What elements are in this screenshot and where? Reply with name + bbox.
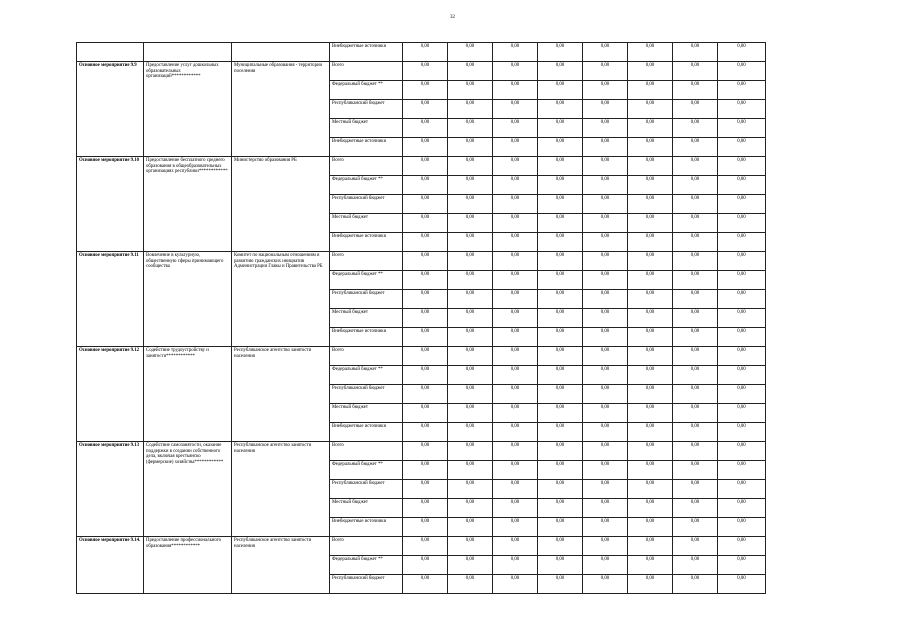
amount-cell: 0,00 <box>538 157 583 176</box>
amount-cell: 0,00 <box>718 157 766 176</box>
amount-cell: 0,00 <box>493 347 538 366</box>
measure-description-cell: Предоставление услуг дошкольных образовательных организаций************ <box>144 62 232 157</box>
funding-source-cell: Республиканский бюджет <box>330 290 403 309</box>
table-row <box>77 442 766 461</box>
amount-cell: 0,00 <box>448 195 493 214</box>
amount-cell: 0,00 <box>673 62 718 81</box>
responsible-cell: Министерство образования РБ <box>232 157 330 252</box>
amount-cell: 0,00 <box>718 309 766 328</box>
amount-cell: 0,00 <box>448 43 493 62</box>
amount-cell: 0,00 <box>718 62 766 81</box>
responsible-cell: Республиканское агентство занятости населения <box>232 347 330 442</box>
amount-cell: 0,00 <box>628 214 673 233</box>
amount-cell: 0,00 <box>448 442 493 461</box>
amount-cell: 0,00 <box>718 575 766 594</box>
amount-cell: 0,00 <box>403 176 448 195</box>
amount-cell: 0,00 <box>448 518 493 537</box>
amount-cell: 0,00 <box>718 252 766 271</box>
amount-cell: 0,00 <box>628 119 673 138</box>
funding-source-cell: Внебюджетные источники <box>330 138 403 157</box>
amount-cell: 0,00 <box>538 176 583 195</box>
amount-cell: 0,00 <box>718 499 766 518</box>
funding-source-cell: Внебюджетные источники <box>330 328 403 347</box>
funding-source-cell: Местный бюджет <box>330 309 403 328</box>
amount-cell: 0,00 <box>718 81 766 100</box>
amount-cell: 0,00 <box>673 480 718 499</box>
amount-cell: 0,00 <box>628 461 673 480</box>
amount-cell: 0,00 <box>448 328 493 347</box>
amount-cell: 0,00 <box>673 385 718 404</box>
amount-cell: 0,00 <box>583 366 628 385</box>
amount-cell: 0,00 <box>538 537 583 556</box>
amount-cell: 0,00 <box>448 176 493 195</box>
amount-cell: 0,00 <box>493 423 538 442</box>
amount-cell: 0,00 <box>673 328 718 347</box>
funding-source-cell: Всего <box>330 252 403 271</box>
funding-source-cell: Федеральный бюджет ** <box>330 176 403 195</box>
table-row <box>77 252 766 271</box>
amount-cell: 0,00 <box>448 423 493 442</box>
funding-source-cell: Внебюджетные источники <box>330 43 403 62</box>
amount-cell: 0,00 <box>403 499 448 518</box>
amount-cell: 0,00 <box>403 556 448 575</box>
measure-description-cell: Вовлечение в культурную, общественную сферы принимающего сообщества <box>144 252 232 347</box>
amount-cell: 0,00 <box>538 290 583 309</box>
amount-cell: 0,00 <box>628 347 673 366</box>
funding-source-cell: Внебюджетные источники <box>330 518 403 537</box>
responsible-cell <box>232 43 330 62</box>
amount-cell: 0,00 <box>628 499 673 518</box>
measure-name-cell: Основное мероприятие 9.11 <box>77 252 144 347</box>
amount-cell: 0,00 <box>493 100 538 119</box>
amount-cell: 0,00 <box>673 271 718 290</box>
amount-cell: 0,00 <box>448 119 493 138</box>
amount-cell: 0,00 <box>538 195 583 214</box>
table-row <box>77 157 766 176</box>
amount-cell: 0,00 <box>718 556 766 575</box>
amount-cell: 0,00 <box>628 423 673 442</box>
amount-cell: 0,00 <box>403 347 448 366</box>
amount-cell: 0,00 <box>583 423 628 442</box>
funding-source-cell: Местный бюджет <box>330 214 403 233</box>
amount-cell: 0,00 <box>538 43 583 62</box>
amount-cell: 0,00 <box>538 328 583 347</box>
funding-source-cell: Местный бюджет <box>330 119 403 138</box>
amount-cell: 0,00 <box>538 347 583 366</box>
responsible-cell: Комитет по национальным отношениям и развитию гражданских инициатив Администрации Главы и Правительства РБ <box>232 252 330 347</box>
amount-cell: 0,00 <box>493 271 538 290</box>
amount-cell: 0,00 <box>493 518 538 537</box>
amount-cell: 0,00 <box>403 119 448 138</box>
amount-cell: 0,00 <box>628 404 673 423</box>
amount-cell: 0,00 <box>583 480 628 499</box>
funding-source-cell: Республиканский бюджет <box>330 100 403 119</box>
amount-cell: 0,00 <box>718 233 766 252</box>
amount-cell: 0,00 <box>448 157 493 176</box>
amount-cell: 0,00 <box>718 366 766 385</box>
amount-cell: 0,00 <box>628 81 673 100</box>
amount-cell: 0,00 <box>718 423 766 442</box>
amount-cell: 0,00 <box>673 233 718 252</box>
amount-cell: 0,00 <box>718 461 766 480</box>
amount-cell: 0,00 <box>583 62 628 81</box>
amount-cell: 0,00 <box>673 461 718 480</box>
amount-cell: 0,00 <box>673 290 718 309</box>
amount-cell: 0,00 <box>538 366 583 385</box>
amount-cell: 0,00 <box>448 404 493 423</box>
funding-source-cell: Местный бюджет <box>330 404 403 423</box>
amount-cell: 0,00 <box>493 575 538 594</box>
amount-cell: 0,00 <box>493 499 538 518</box>
amount-cell: 0,00 <box>403 480 448 499</box>
amount-cell: 0,00 <box>493 366 538 385</box>
amount-cell: 0,00 <box>493 461 538 480</box>
amount-cell: 0,00 <box>493 43 538 62</box>
amount-cell: 0,00 <box>628 62 673 81</box>
amount-cell: 0,00 <box>628 518 673 537</box>
funding-source-cell: Всего <box>330 347 403 366</box>
amount-cell: 0,00 <box>493 442 538 461</box>
table-row <box>77 537 766 556</box>
amount-cell: 0,00 <box>493 385 538 404</box>
amount-cell: 0,00 <box>448 385 493 404</box>
amount-cell: 0,00 <box>718 537 766 556</box>
funding-source-cell: Всего <box>330 442 403 461</box>
amount-cell: 0,00 <box>583 233 628 252</box>
amount-cell: 0,00 <box>538 214 583 233</box>
amount-cell: 0,00 <box>628 385 673 404</box>
amount-cell: 0,00 <box>583 176 628 195</box>
amount-cell: 0,00 <box>493 119 538 138</box>
amount-cell: 0,00 <box>403 290 448 309</box>
amount-cell: 0,00 <box>718 385 766 404</box>
table-row <box>77 43 766 62</box>
amount-cell: 0,00 <box>673 309 718 328</box>
amount-cell: 0,00 <box>673 81 718 100</box>
amount-cell: 0,00 <box>448 271 493 290</box>
amount-cell: 0,00 <box>448 480 493 499</box>
amount-cell: 0,00 <box>538 271 583 290</box>
amount-cell: 0,00 <box>403 100 448 119</box>
measure-description-cell: Предоставление бесплатного среднего образования в общеобразовательных организациях республики************ <box>144 157 232 252</box>
amount-cell: 0,00 <box>538 119 583 138</box>
amount-cell: 0,00 <box>673 138 718 157</box>
page-number: 32 <box>450 15 455 20</box>
amount-cell: 0,00 <box>628 157 673 176</box>
amount-cell: 0,00 <box>403 138 448 157</box>
amount-cell: 0,00 <box>538 100 583 119</box>
amount-cell: 0,00 <box>628 290 673 309</box>
amount-cell: 0,00 <box>538 499 583 518</box>
amount-cell: 0,00 <box>628 309 673 328</box>
amount-cell: 0,00 <box>628 366 673 385</box>
amount-cell: 0,00 <box>583 214 628 233</box>
amount-cell: 0,00 <box>583 252 628 271</box>
measure-name-cell: Основное мероприятие 9.10 <box>77 157 144 252</box>
amount-cell: 0,00 <box>583 100 628 119</box>
amount-cell: 0,00 <box>628 233 673 252</box>
funding-source-cell: Федеральный бюджет ** <box>330 461 403 480</box>
amount-cell: 0,00 <box>493 157 538 176</box>
amount-cell: 0,00 <box>403 404 448 423</box>
amount-cell: 0,00 <box>493 328 538 347</box>
amount-cell: 0,00 <box>718 119 766 138</box>
amount-cell: 0,00 <box>448 575 493 594</box>
amount-cell: 0,00 <box>448 347 493 366</box>
amount-cell: 0,00 <box>583 537 628 556</box>
amount-cell: 0,00 <box>583 157 628 176</box>
amount-cell: 0,00 <box>538 138 583 157</box>
amount-cell: 0,00 <box>448 499 493 518</box>
amount-cell: 0,00 <box>538 233 583 252</box>
amount-cell: 0,00 <box>628 195 673 214</box>
measure-name-cell: Основное мероприятие 9.13 <box>77 442 144 537</box>
amount-cell: 0,00 <box>673 214 718 233</box>
amount-cell: 0,00 <box>493 480 538 499</box>
amount-cell: 0,00 <box>403 309 448 328</box>
amount-cell: 0,00 <box>583 43 628 62</box>
amount-cell: 0,00 <box>538 518 583 537</box>
table-row <box>77 347 766 366</box>
amount-cell: 0,00 <box>673 423 718 442</box>
budget-table-body <box>77 43 766 594</box>
funding-source-cell: Местный бюджет <box>330 499 403 518</box>
amount-cell: 0,00 <box>718 271 766 290</box>
amount-cell: 0,00 <box>448 461 493 480</box>
responsible-cell: Муниципальные образования - территории поселения <box>232 62 330 157</box>
amount-cell: 0,00 <box>673 518 718 537</box>
amount-cell: 0,00 <box>673 442 718 461</box>
amount-cell: 0,00 <box>403 461 448 480</box>
amount-cell: 0,00 <box>403 62 448 81</box>
amount-cell: 0,00 <box>538 252 583 271</box>
amount-cell: 0,00 <box>583 195 628 214</box>
amount-cell: 0,00 <box>628 556 673 575</box>
funding-source-cell: Федеральный бюджет ** <box>330 271 403 290</box>
amount-cell: 0,00 <box>583 575 628 594</box>
amount-cell: 0,00 <box>493 537 538 556</box>
funding-source-cell: Внебюджетные источники <box>330 233 403 252</box>
amount-cell: 0,00 <box>403 81 448 100</box>
amount-cell: 0,00 <box>718 100 766 119</box>
amount-cell: 0,00 <box>583 347 628 366</box>
amount-cell: 0,00 <box>583 290 628 309</box>
amount-cell: 0,00 <box>448 309 493 328</box>
measure-name-cell: Основное мероприятие 9.9 <box>77 62 144 157</box>
amount-cell: 0,00 <box>493 290 538 309</box>
amount-cell: 0,00 <box>583 556 628 575</box>
amount-cell: 0,00 <box>493 214 538 233</box>
amount-cell: 0,00 <box>448 214 493 233</box>
amount-cell: 0,00 <box>628 480 673 499</box>
amount-cell: 0,00 <box>538 480 583 499</box>
amount-cell: 0,00 <box>538 404 583 423</box>
amount-cell: 0,00 <box>583 328 628 347</box>
amount-cell: 0,00 <box>448 556 493 575</box>
funding-source-cell: Республиканский бюджет <box>330 385 403 404</box>
amount-cell: 0,00 <box>403 518 448 537</box>
amount-cell: 0,00 <box>403 366 448 385</box>
amount-cell: 0,00 <box>673 499 718 518</box>
amount-cell: 0,00 <box>628 252 673 271</box>
amount-cell: 0,00 <box>493 252 538 271</box>
amount-cell: 0,00 <box>403 252 448 271</box>
amount-cell: 0,00 <box>718 43 766 62</box>
amount-cell: 0,00 <box>493 62 538 81</box>
measure-name-cell: Основное мероприятие 9.14. <box>77 537 144 594</box>
amount-cell: 0,00 <box>718 214 766 233</box>
amount-cell: 0,00 <box>673 404 718 423</box>
amount-cell: 0,00 <box>673 252 718 271</box>
measure-description-cell: Содействие трудоустройству и занятости************ <box>144 347 232 442</box>
amount-cell: 0,00 <box>448 290 493 309</box>
measure-description-cell: Содействие самозанятости, оказание поддержки в создании собственного дела, включая крестьянско (фермерские) хозяйства************ <box>144 442 232 537</box>
funding-source-cell: Республиканский бюджет <box>330 575 403 594</box>
amount-cell: 0,00 <box>718 176 766 195</box>
amount-cell: 0,00 <box>673 537 718 556</box>
amount-cell: 0,00 <box>718 518 766 537</box>
amount-cell: 0,00 <box>673 556 718 575</box>
amount-cell: 0,00 <box>493 176 538 195</box>
amount-cell: 0,00 <box>583 385 628 404</box>
amount-cell: 0,00 <box>403 385 448 404</box>
amount-cell: 0,00 <box>673 366 718 385</box>
funding-source-cell: Республиканский бюджет <box>330 195 403 214</box>
funding-source-cell: Федеральный бюджет ** <box>330 366 403 385</box>
amount-cell: 0,00 <box>718 195 766 214</box>
amount-cell: 0,00 <box>538 385 583 404</box>
amount-cell: 0,00 <box>403 233 448 252</box>
amount-cell: 0,00 <box>583 138 628 157</box>
amount-cell: 0,00 <box>583 271 628 290</box>
amount-cell: 0,00 <box>403 271 448 290</box>
amount-cell: 0,00 <box>673 347 718 366</box>
amount-cell: 0,00 <box>673 119 718 138</box>
funding-source-cell: Федеральный бюджет ** <box>330 556 403 575</box>
amount-cell: 0,00 <box>628 328 673 347</box>
budget-table <box>76 42 766 594</box>
amount-cell: 0,00 <box>718 442 766 461</box>
amount-cell: 0,00 <box>538 442 583 461</box>
amount-cell: 0,00 <box>673 195 718 214</box>
amount-cell: 0,00 <box>448 537 493 556</box>
amount-cell: 0,00 <box>448 81 493 100</box>
amount-cell: 0,00 <box>583 81 628 100</box>
funding-source-cell: Всего <box>330 157 403 176</box>
amount-cell: 0,00 <box>493 309 538 328</box>
amount-cell: 0,00 <box>718 138 766 157</box>
measure-description-cell <box>144 43 232 62</box>
amount-cell: 0,00 <box>538 461 583 480</box>
funding-source-cell: Республиканский бюджет <box>330 480 403 499</box>
amount-cell: 0,00 <box>538 309 583 328</box>
amount-cell: 0,00 <box>403 328 448 347</box>
amount-cell: 0,00 <box>628 575 673 594</box>
amount-cell: 0,00 <box>403 442 448 461</box>
amount-cell: 0,00 <box>583 461 628 480</box>
amount-cell: 0,00 <box>493 81 538 100</box>
measure-description-cell: Предоставление профессионального образования************ <box>144 537 232 594</box>
funding-source-cell: Внебюджетные источники <box>330 423 403 442</box>
amount-cell: 0,00 <box>718 404 766 423</box>
amount-cell: 0,00 <box>448 100 493 119</box>
amount-cell: 0,00 <box>538 423 583 442</box>
amount-cell: 0,00 <box>493 404 538 423</box>
amount-cell: 0,00 <box>673 575 718 594</box>
amount-cell: 0,00 <box>628 537 673 556</box>
amount-cell: 0,00 <box>403 537 448 556</box>
amount-cell: 0,00 <box>403 423 448 442</box>
amount-cell: 0,00 <box>538 556 583 575</box>
amount-cell: 0,00 <box>448 138 493 157</box>
funding-source-cell: Всего <box>330 62 403 81</box>
amount-cell: 0,00 <box>403 195 448 214</box>
amount-cell: 0,00 <box>493 195 538 214</box>
amount-cell: 0,00 <box>628 138 673 157</box>
table-row <box>77 62 766 81</box>
amount-cell: 0,00 <box>493 556 538 575</box>
amount-cell: 0,00 <box>673 100 718 119</box>
responsible-cell: Республиканское агентство занятости населения <box>232 537 330 594</box>
amount-cell: 0,00 <box>583 309 628 328</box>
funding-source-cell: Всего <box>330 537 403 556</box>
amount-cell: 0,00 <box>538 81 583 100</box>
amount-cell: 0,00 <box>583 499 628 518</box>
amount-cell: 0,00 <box>583 442 628 461</box>
amount-cell: 0,00 <box>628 176 673 195</box>
amount-cell: 0,00 <box>448 366 493 385</box>
amount-cell: 0,00 <box>448 62 493 81</box>
amount-cell: 0,00 <box>493 138 538 157</box>
amount-cell: 0,00 <box>538 62 583 81</box>
amount-cell: 0,00 <box>493 233 538 252</box>
amount-cell: 0,00 <box>673 176 718 195</box>
amount-cell: 0,00 <box>628 43 673 62</box>
amount-cell: 0,00 <box>403 157 448 176</box>
amount-cell: 0,00 <box>628 442 673 461</box>
amount-cell: 0,00 <box>673 157 718 176</box>
amount-cell: 0,00 <box>673 43 718 62</box>
amount-cell: 0,00 <box>403 43 448 62</box>
responsible-cell: Республиканское агентство занятости населения <box>232 442 330 537</box>
funding-source-cell: Федеральный бюджет ** <box>330 81 403 100</box>
amount-cell: 0,00 <box>448 252 493 271</box>
measure-name-cell <box>77 43 144 62</box>
amount-cell: 0,00 <box>403 214 448 233</box>
amount-cell: 0,00 <box>718 480 766 499</box>
amount-cell: 0,00 <box>403 575 448 594</box>
amount-cell: 0,00 <box>718 328 766 347</box>
amount-cell: 0,00 <box>448 233 493 252</box>
amount-cell: 0,00 <box>628 271 673 290</box>
amount-cell: 0,00 <box>583 518 628 537</box>
amount-cell: 0,00 <box>718 347 766 366</box>
amount-cell: 0,00 <box>583 119 628 138</box>
amount-cell: 0,00 <box>538 575 583 594</box>
amount-cell: 0,00 <box>583 404 628 423</box>
amount-cell: 0,00 <box>628 100 673 119</box>
amount-cell: 0,00 <box>718 290 766 309</box>
measure-name-cell: Основное мероприятие 9.12 <box>77 347 144 442</box>
